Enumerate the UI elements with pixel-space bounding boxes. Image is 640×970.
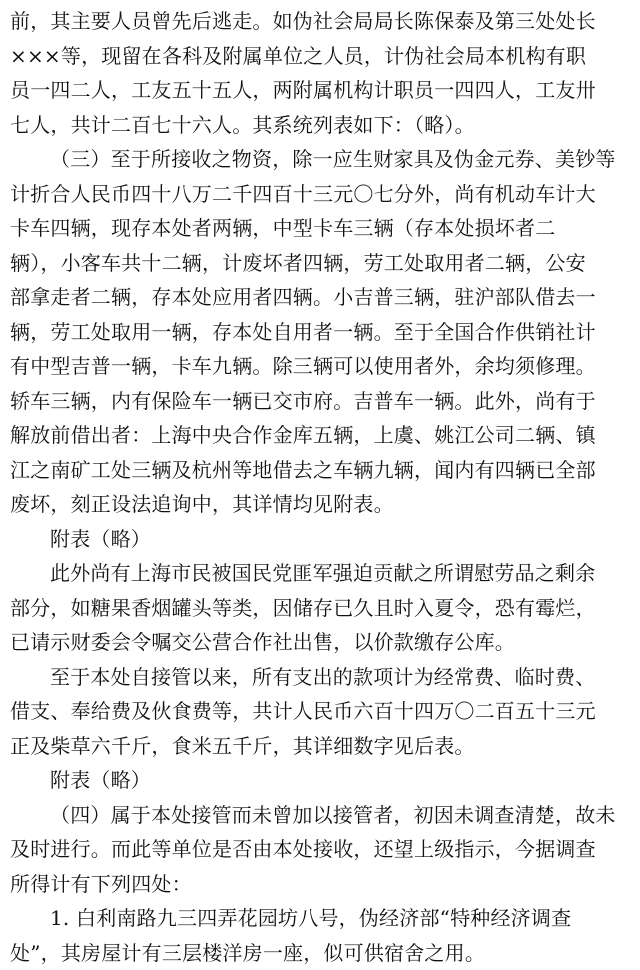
text-line: 部拿走者二辆，存本处应用者四辆。小吉普三辆，驻沪部队借去一: [10, 280, 630, 315]
text-line: 解放前借出者：上海中央合作金库五辆，上虞、姚江公司二辆、镇: [10, 418, 630, 453]
text-line: （三）至于所接收之物资，除一应生财家具及伪金元券、美钞等: [10, 142, 630, 177]
text-line: 借支、奉给费及伙食费等，共计人民币六百十四万〇二百五十三元: [10, 694, 630, 729]
text-line: 所得计有下列四处：: [10, 867, 630, 902]
text-line: 正及柴草六千斤，食米五千斤，其详细数字见后表。: [10, 729, 630, 764]
text-line: 部分，如糖果香烟罐头等类，因储存已久且时入夏令，恐有霉烂，: [10, 591, 630, 626]
text-line: 前，其主要人员曾先后逃走。如伪社会局局长陈保泰及第三处处长: [10, 4, 630, 39]
text-line: 及时进行。而此等单位是否由本处接收，还望上级指示，今据调查: [10, 832, 630, 867]
text-line: 辆），小客车共十二辆，计废坏者四辆，劳工处取用者二辆，公安: [10, 246, 630, 281]
text-line: 员一四二人，工友五十五人，两附属机构计职员一四四人，工友卅: [10, 73, 630, 108]
text-line: 至于本处自接管以来，所有支出的款项计为经常费、临时费、: [10, 660, 630, 695]
text-line: 计折合人民币四十八万二千四百十三元〇七分外，尚有机动车计大: [10, 177, 630, 212]
text-line: 1. 白利南路九三四弄花园坊八号，伪经济部“特种经济调查: [10, 901, 630, 936]
text-line: 处”，其房屋计有三层楼洋房一座，似可供宿舍之用。: [10, 936, 630, 970]
text-line: （四）属于本处接管而未曾加以接管者，初因未调查清楚，故未: [10, 798, 630, 833]
text-line: 附表（略）: [10, 522, 630, 557]
text-line: 此外尚有上海市民被国民党匪军强迫贡献之所谓慰劳品之剩余: [10, 556, 630, 591]
text-line: 辆，劳工处取用一辆，存本处自用者一辆。至于全国合作供销社计: [10, 315, 630, 350]
text-line: 有中型吉普一辆，卡车九辆。除三辆可以使用者外，余均须修理。: [10, 349, 630, 384]
text-line: 已请示财委会令嘱交公营合作社出售，以价款缴存公库。: [10, 625, 630, 660]
text-line: 卡车四辆，现存本处者两辆，中型卡车三辆（存本处损坏者二: [10, 211, 630, 246]
text-line: 附表（略）: [10, 763, 630, 798]
text-line: 轿车三辆，内有保险车一辆已交市府。吉普车一辆。此外，尚有于: [10, 384, 630, 419]
text-line: 七人，共计二百七十六人。其系统列表如下：（略）。: [10, 108, 630, 143]
text-line: ×××等，现留在各科及附属单位之人员，计伪社会局本机构有职: [10, 39, 630, 74]
text-line: 江之南矿工处三辆及杭州等地借去之车辆九辆，闻内有四辆已全部: [10, 453, 630, 488]
text-line: 废坏，刻正设法追询中，其详情均见附表。: [10, 487, 630, 522]
